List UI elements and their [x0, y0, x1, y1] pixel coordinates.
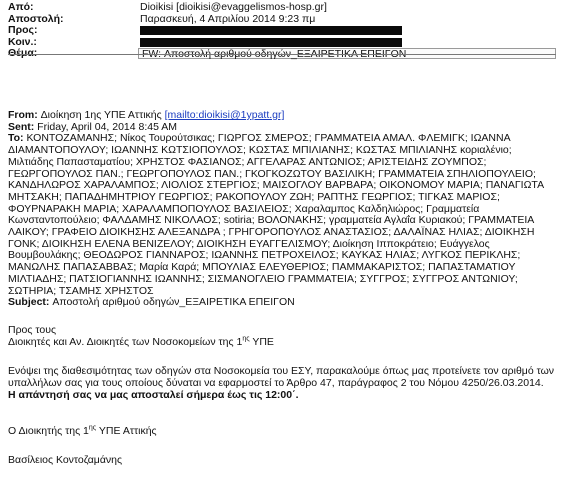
fwd-subject-label: Subject: — [8, 296, 50, 309]
forwarded-header — [8, 110, 556, 309]
signature-title-tail: ΥΠΕ Αττικής — [96, 424, 157, 437]
body-spacer-2 — [8, 402, 556, 426]
header-from-row — [8, 2, 556, 14]
header-from-label: Από: — [8, 1, 34, 13]
fwd-from-name: Διοίκηση 1ης ΥΠΕ Αττικής — [40, 109, 162, 121]
message-body — [8, 325, 556, 467]
body-spacer — [8, 348, 556, 366]
header-from-value: Dioikisi [dioikisi@evaggelismos-hosp.gr] — [140, 1, 327, 13]
header-to-row — [8, 25, 556, 37]
fwd-from-label: From: — [8, 109, 38, 121]
header-subject-value: FW: Αποστολή αριθμού οδηγών_ΕΞΑΙΡΕΤΙΚΑ ΕΠΕΙΓΟΝ — [138, 48, 556, 59]
header-divider — [8, 54, 556, 55]
header-cc-redaction — [140, 38, 402, 47]
fwd-to-label: To: — [8, 132, 24, 145]
signature-title-sup: ης — [88, 424, 97, 432]
body-recipients — [8, 337, 556, 349]
header-cc-row — [8, 37, 556, 49]
signature-title — [8, 426, 556, 438]
signature-title-text: Ο Διοικητής της 1 — [8, 424, 89, 437]
message-header — [8, 2, 556, 60]
fwd-sent-label: Sent: — [8, 120, 35, 133]
body-paragraph: Ενόψει της διαθεσιμότητας των οδηγών στα Νοσοκομεία του ΕΣΥ, παρακαλούμε όπως μας προτείνετε τον αριθμό των υπαλλήλων σας για τους οποίους δύναται να εφαρμοστεί το Άρθρο 47, παράγραφος 2 του Νόμου 4250/26.03.2014. — [8, 365, 555, 390]
signature-name: Βασίλειος Κοντοζαμάνης — [8, 454, 123, 467]
fwd-to-recipients: ΚΟΝΤΟΖΑΜΑΝΗΣ; Νίκος Τουρούτσικας; ΓΙΩΡΓΟΣ ΣΜΕΡΟΣ; ΓΡΑΜΜΑΤΕΙΑ ΑΜΑΛ. ΦΛΕΜΙΓΚ; ΙΩΑΝΝΑ ΔΙΑΜΑΝΤΟΠΟΥΛΟΥ; ΙΩΑΝΝΗΣ ΚΩΤΣΙΟΠΟΥΛΟΣ; ΚΩΣΤΑΣ ΜΠΙΛΙΑΝΗΣ; ΚΩΣΤΑΣ ΜΠΙΛΙΑΝΗΣ κοριαλένιο; Μιλτιάδης Παπασταματίου; ΧΡΗΣΤΟΣ ΦΑΣΙΑΝΟΣ; ΑΓΓΕΛΑΡΑΣ ΑΝΤΩΝΙΟΣ; ΑΡΙΣΤΕΙΔΗΣ ΖΟΥΜΠΟΣ; ΓΕΩΡΓΟΠΟΥΛΟΣ ΠΑΝ.; ΓΕΩΡΓΟΠΟΥΛΟΣ ΠΑΝ.; ΓΚΟΓΚΟΖΩΤΟΥ ΒΑΣΙΛΙΚΗ; ΓΡΑΜΜΑΤΕΙΑ ΣΠΗΛΙΟΠΟΥΛΕΙΟ; ΚΑΝΔΗΛΩΡΟΣ ΧΑΡΑΛΑΜΠΟΣ; ΛΙΟΛΙΟΣ ΣΤΕΡΓΙΟΣ; ΜΑΙΣΟΓΛΟΥ ΒΑΡΒΑΡΑ; ΟΙΚΟΝΟΜΟΥ ΜΑΡΙΑ; ΠΑΝΑΓΙΩΤΑ ΜΗΤΣΑΚΗ; ΠΑΠΑΔΗΜΗΤΡΙΟΥ ΓΕΩΡΓΙΟΣ; ΡΑΚΟΠΟΥΛΟΥ ΖΩΗ; ΡΑΠΤΗΣ ΓΕΩΡΓΙΟΣ; ΤΙΓΚΑΣ ΜΑΡΙΟΣ; ΦΟΥΡΝΑΡΑΚΗ ΜΑΡΙΑ; ΧΑΡΑΛΑΜΠΟΠΟΥΛΟΣ ΒΑΣΙΛΕΙΟΣ; Χαραλαμπος Καλδηλιώρος; Γραμματεία Κωνσταντοπούλειο; ΦΑΛΔΑΜΗΣ ΝΙΚΟΛΑΟΣ; sotiria; ΒΟΛΟΝΑΚΗΣ; γραμματεία Αγλαΐα Κυριακού; ΓΡΑΜΜΑΤΕΙΑ ΛΑΙΚΟΥ; ΓΡΑΦΕΙΟ ΔΙΟΙΚΗΣΗΣ ΑΛΕΞΑΝΔΡΑ ; ΓΡΗΓΟΡΟΠΟΥΛΟΣ ΑΝΑΣΤΑΣΙΟΣ; ΔΑΛΑΪΝΑΣ ΗΛΙΑΣ; ΔΙΟΙΚΗΣΗ ΓΟΝΚ; ΔΙΟΙΚΗΣΗ ΕΛΕΝΑ ΒΕΝΙΖΕΛΟΥ; ΔΙΟΙΚΗΣΗ ΕΥΑΓΓΕΛΙΣΜΟΥ; Διοίκηση Ιπποκράτειο; Ευάγγελος Βουμβουλάκης; ΘΕΟΔΩΡΟΣ ΓΙΑΝΝΑΡΟΣ; ΙΩΑΝΝΗΣ ΠΕΤΡΟΧΕΙΛΟΣ; ΚΑΥΚΑΣ ΗΛΙΑΣ; ΛΥΓΚΟΣ ΠΕΡΙΚΛΗΣ; ΜΑΝΩΛΗΣ ΠΑΠΑΣΑΒΒΑΣ; Μαρία Καρά; ΜΠΟΥΛΙΑΣ ΕΛΕΥΘΕΡΙΟΣ; ΠΑΜΜΑΚΑΡΙΣΤΟΣ; ΠΑΠΑΣΤΑΜΑΤΙΟΥ ΜΙΛΤΙΑΔΗΣ; ΠΑΤΣΙΟΓΙΑΝΝΗΣ ΙΩΑΝΝΗΣ; ΣΙΣΜΑΝΟΓΛΕΙΟ ΓΡΑΜΜΑΤΕΙΑ; ΣΥΓΓΡΟΣ; ΣΥΓΓΡΟΣ ΑΝΤΩΝΙΟΥ; ΣΩΤΗΡΙΑ; ΤΣΑΜΗΣ ΧΡΗΣΤΟΣ — [8, 132, 544, 297]
header-to-redaction — [140, 26, 402, 35]
body-deadline: Η απάντησή σας να μας αποσταλεί σήμερα έως τις 12:00΄. — [8, 388, 299, 401]
header-cc-label: Κοιν.: — [8, 35, 37, 48]
fwd-to-line — [8, 133, 556, 297]
header-subject-label: Θέμα: — [8, 47, 38, 59]
fwd-subject-value: Αποστολή αριθμού οδηγών_ΕΞΑΙΡΕΤΙΚΑ ΕΠΕΙΓΟΝ — [52, 296, 295, 309]
body-salutation: Προς τους — [8, 324, 57, 336]
header-sent-label: Αποστολή: — [8, 12, 64, 25]
header-to-label: Προς: — [8, 24, 38, 36]
body-spacer-3 — [8, 437, 556, 455]
header-sent-value: Παρασκευή, 4 Απριλίου 2014 9:23 πμ — [140, 12, 316, 25]
body-recipients-text: Διοικητές και Αν. Διοικητές των Νοσοκομείων της 1 — [8, 335, 243, 348]
header-sent-row — [8, 14, 556, 26]
body-recipients-sup: ης — [242, 335, 250, 343]
fwd-from-mailto-link[interactable]: [mailto:dioikisi@1ypatt.gr] — [164, 109, 285, 121]
fwd-subject-line — [8, 297, 556, 309]
fwd-sent-value: Friday, April 04, 2014 8:45 AM — [37, 120, 178, 133]
body-recipients-tail: ΥΠΕ — [249, 335, 274, 348]
